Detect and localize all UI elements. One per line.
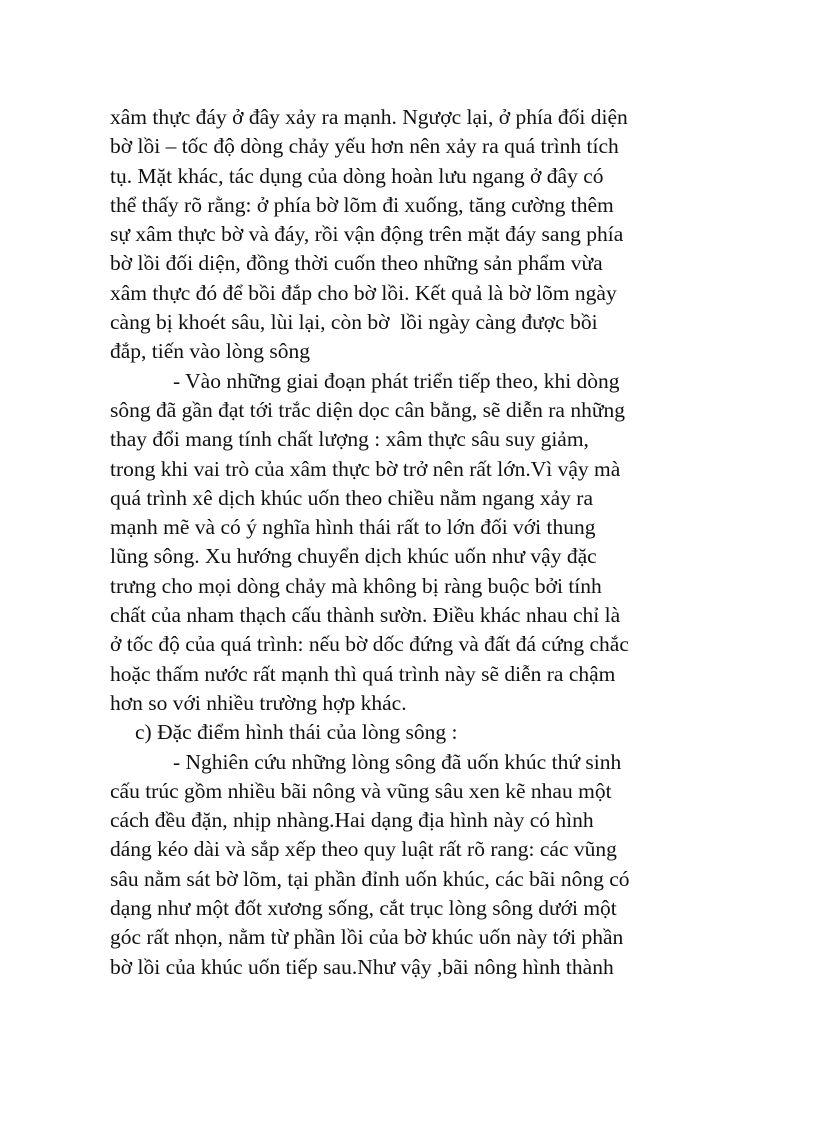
text-line: lũng sông. Xu hướng chuyển dịch khúc uốn như vậy đặc [110,544,597,569]
text-line: ở tốc độ của quá trình: nếu bờ dốc đứng và đất đá cứng chắc [110,632,629,657]
text-line: xâm thực đó để bồi đắp cho bờ lồi. Kết quả là bờ lõm ngày [110,280,617,305]
text-line: thể thấy rõ rằng: ở phía bờ lõm đi xuống, tăng cường thêm [110,192,614,217]
text-line: thay đổi mang tính chất lượng : xâm thực sâu suy giảm, [110,427,589,452]
text-line: chất của nham thạch cấu thành sườn. Điều khác nhau chỉ là [110,603,621,628]
text-line: tụ. Mặt khác, tác dụng của dòng hoàn lưu ngang ở đây có [110,163,604,188]
text-line: càng bị khoét sâu, lùi lại, còn bờ lồi ngày càng được bồi [110,310,598,335]
text-line: mạnh mẽ và có ý nghĩa hình thái rất to lớn đối với thung [110,515,596,540]
text-line: trưng cho mọi dòng chảy mà không bị ràng buộc bởi tính [110,573,602,598]
text-line: bờ lồi của khúc uốn tiếp sau.Như vậy ,bãi nông hình thành [110,954,614,979]
text-line: quá trình xê dịch khúc uốn theo chiều nằm ngang xảy ra [110,485,594,510]
paragraph-start-line: - Vào những giai đoạn phát triển tiếp theo, khi dòng [173,368,620,393]
text-line: đắp, tiến vào lòng sông [110,339,311,364]
section-heading: c) Đặc điểm hình thái của lòng sông : [135,720,458,745]
text-line: sự xâm thực bờ và đáy, rồi vận động trên mặt đáy sang phía [110,222,624,247]
body-text [110,103,710,982]
text-line: cấu trúc gồm nhiều bãi nông và vũng sâu xen kẽ nhau một [110,778,612,803]
text-line: hơn so với nhiều trường hợp khác. [110,690,407,715]
text-line: bờ lồi – tốc độ dòng chảy yếu hơn nên xảy ra quá trình tích [110,134,619,159]
text-line: dáng kéo dài và sắp xếp theo quy luật rất rõ rang: các vũng [110,837,617,862]
paragraph-start-line: - Nghiên cứu những lòng sông đã uốn khúc thứ sinh [173,749,622,774]
text-line: hoặc thấm nước rất mạnh thì quá trình này sẽ diễn ra chậm [110,661,616,686]
text-line: bờ lồi đối diện, đồng thời cuốn theo những sản phẩm vừa [110,251,603,276]
text-line: dạng như một đốt xương sống, cắt trục lòng sông dưới một [110,896,617,921]
text-line: sông đã gần đạt tới trắc diện dọc cân bằng, sẽ diễn ra những [110,397,625,422]
text-line: xâm thực đáy ở đây xảy ra mạnh. Ngược lại, ở phía đối diện [110,105,628,129]
text-line: trong khi vai trò của xâm thực bờ trở nên rất lớn.Vì vậy mà [110,456,621,481]
text-line: cách đều đặn, nhịp nhàng.Hai dạng địa hình này có hình [110,808,594,833]
text-line: góc rất nhọn, nằm từ phần lồi của bờ khúc uốn này tới phần [110,925,624,950]
text-line: sâu nằm sát bờ lõm, tại phần đỉnh uốn khúc, các bãi nông có [110,866,630,891]
